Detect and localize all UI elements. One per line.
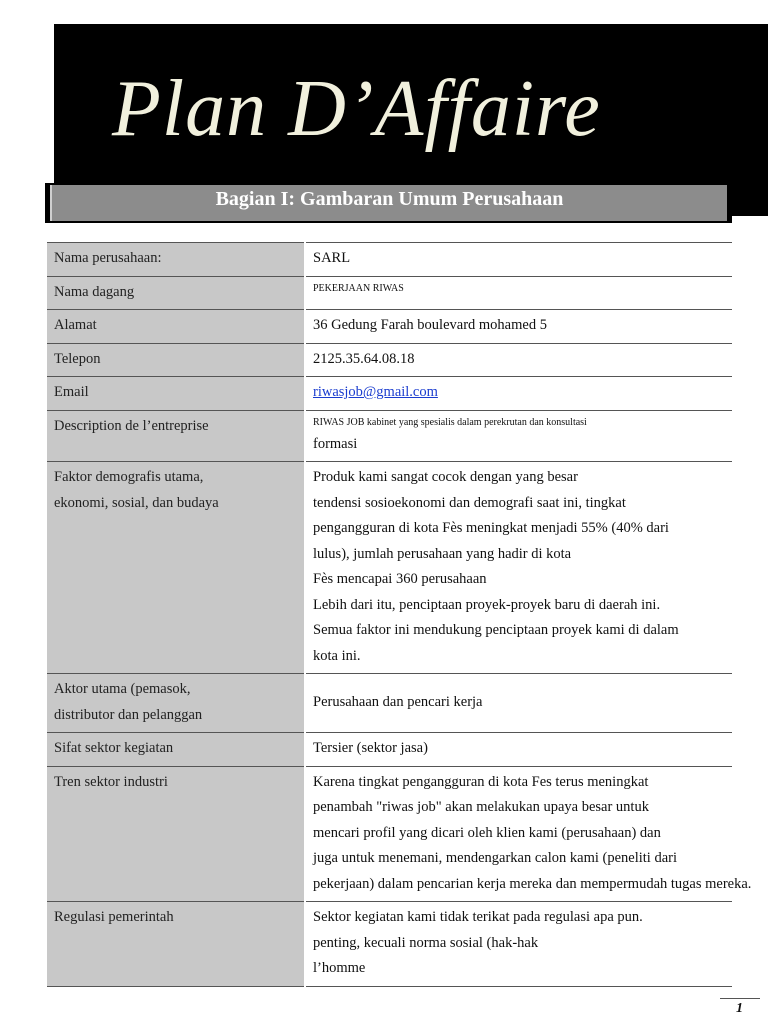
trade-name-value bbox=[305, 276, 732, 310]
text-line: penambah "riwas job" akan melakukan upaya besar untuk bbox=[313, 799, 649, 815]
row-label: Nama perusahaan: bbox=[47, 243, 305, 277]
table-row bbox=[47, 674, 732, 733]
row-label: Email bbox=[47, 377, 305, 411]
address-value: 36 Gedung Farah boulevard mohamed 5 bbox=[305, 310, 732, 344]
text-line: kota ini. bbox=[313, 647, 361, 664]
label-line: Faktor demografis utama, bbox=[54, 469, 204, 485]
row-label: Description de l’entreprise bbox=[47, 410, 305, 462]
email-cell bbox=[305, 377, 732, 411]
text-line: penting, kecuali norma sosial (hak-hak bbox=[313, 934, 539, 951]
text-line: pekerjaan) dalam pencarian kerja mereka dan mempermudah tugas mereka. bbox=[313, 875, 752, 892]
table-row bbox=[47, 243, 732, 277]
table-row bbox=[47, 276, 732, 310]
company-name-value: SARL bbox=[305, 243, 732, 277]
row-label bbox=[47, 674, 305, 733]
text-line: tendensi sosioekonomi dan demografi saat ini, tingkat bbox=[313, 494, 626, 511]
text-line: Semua faktor ini mendukung penciptaan proyek kami di dalam bbox=[313, 622, 679, 638]
table-row bbox=[47, 766, 732, 902]
phone-value: 2125.35.64.08.18 bbox=[305, 343, 732, 377]
table-row bbox=[47, 410, 732, 462]
text-line: mencari profil yang dicari oleh klien kami (perusahaan) dan bbox=[313, 824, 661, 841]
section-header-panel bbox=[50, 185, 727, 221]
row-label: Alamat bbox=[47, 310, 305, 344]
text-line: l’homme bbox=[313, 960, 366, 976]
table-row bbox=[47, 733, 732, 767]
main-actors-value: Perusahaan dan pencari kerja bbox=[305, 674, 732, 733]
section-header bbox=[45, 183, 732, 223]
section-title: Bagian I: Gambaran Umum Perusahaan bbox=[215, 188, 564, 210]
row-label: Telepon bbox=[47, 343, 305, 377]
email-link[interactable]: riwasjob@gmail.com bbox=[313, 384, 438, 400]
text-line: Fès mencapai 360 perusahaan bbox=[313, 571, 487, 587]
text-line: Sektor kegiatan kami tidak terikat pada regulasi apa pun. bbox=[313, 909, 643, 925]
text-line: Lebih dari itu, penciptaan proyek-proyek baru di daerah ini. bbox=[313, 596, 661, 613]
table-row bbox=[47, 343, 732, 377]
text-line: juga untuk menemani, mendengarkan calon kami (peneliti dari bbox=[313, 850, 677, 866]
text-line: Produk kami sangat cocok dengan yang besar bbox=[313, 469, 578, 485]
label-line: distributor dan pelanggan bbox=[54, 706, 203, 723]
description-line: RIWAS JOB kabinet yang spesialis dalam perekrutan dan konsultasi bbox=[313, 416, 587, 428]
label-line: Aktor utama (pemasok, bbox=[54, 681, 191, 697]
row-label: Regulasi pemerintah bbox=[47, 902, 305, 987]
footer-rule bbox=[720, 998, 760, 999]
sector-nature-value: Tersier (sektor jasa) bbox=[305, 733, 732, 767]
row-label: Tren sektor industri bbox=[47, 766, 305, 902]
row-label: Sifat sektor kegiatan bbox=[47, 733, 305, 767]
company-overview-table bbox=[47, 242, 752, 987]
text-line: lulus), jumlah perusahaan yang hadir di kota bbox=[313, 545, 572, 562]
demographic-factors-value bbox=[305, 462, 732, 674]
table-row bbox=[47, 310, 732, 344]
text-line: Karena tingkat pengangguran di kota Fes terus meningkat bbox=[313, 773, 649, 790]
table-row bbox=[47, 902, 732, 987]
table-row bbox=[47, 462, 732, 674]
row-label bbox=[47, 462, 305, 674]
industry-trend-value bbox=[305, 766, 752, 902]
trade-name-text: PEKERJAAN RIWAS bbox=[313, 282, 404, 294]
description-value bbox=[305, 410, 732, 462]
label-line: ekonomi, sosial, dan budaya bbox=[54, 494, 219, 511]
description-line: formasi bbox=[313, 435, 358, 452]
government-regulation-value bbox=[305, 902, 732, 987]
table-row bbox=[47, 377, 732, 411]
row-label: Nama dagang bbox=[47, 276, 305, 310]
document-title: Plan D’Affaire bbox=[112, 65, 601, 153]
text-line: pengangguran di kota Fès meningkat menjadi 55% (40% dari bbox=[313, 520, 669, 536]
page-number: 1 bbox=[736, 1001, 743, 1016]
